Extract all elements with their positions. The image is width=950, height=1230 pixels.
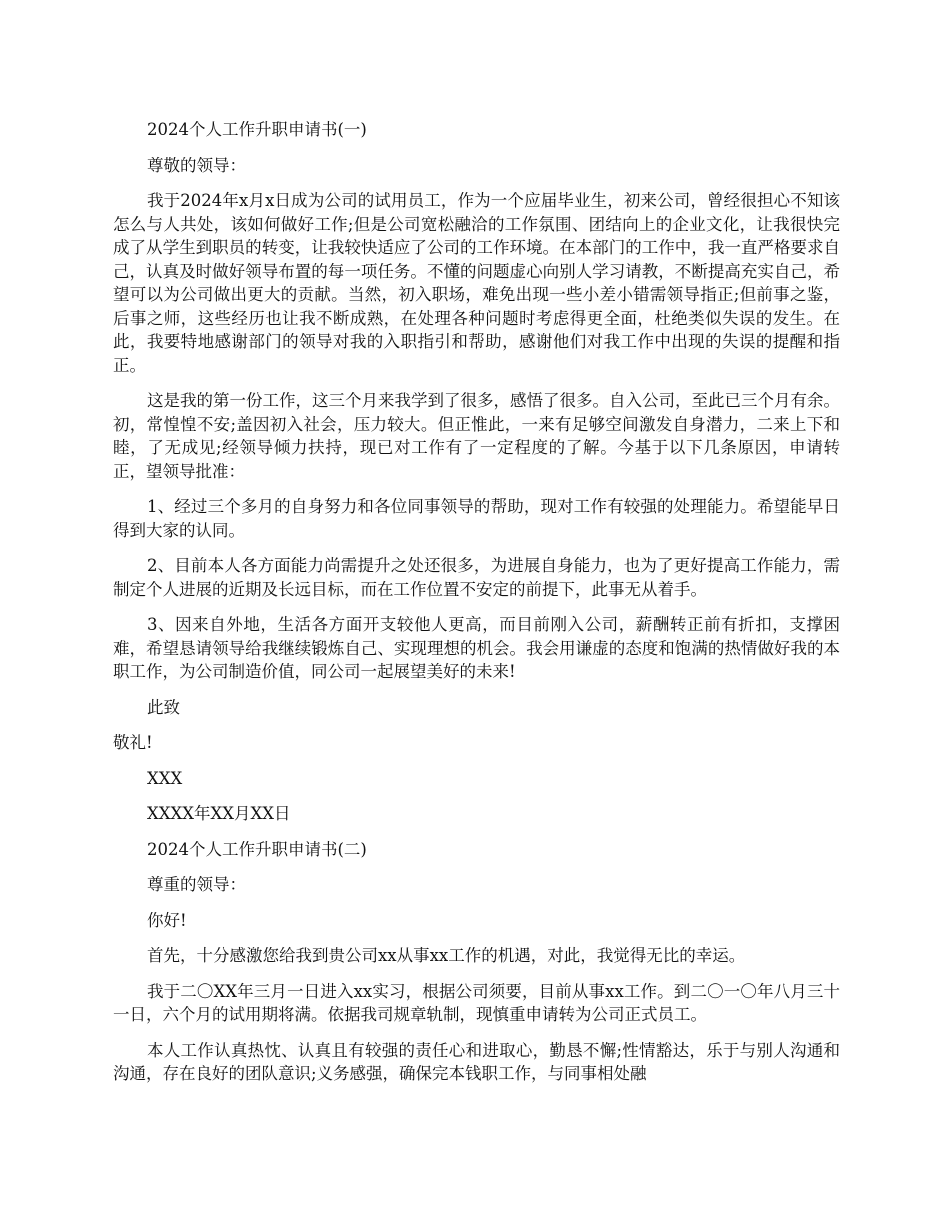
body-paragraph: 我于二〇XX年三月一日进入xx实习，根据公司须要，目前从事xx工作。到二〇一〇年八月三十一日，六个月的试用期将满。依据我司规章轨制，现慎重申请转为公司正式员工。 bbox=[113, 981, 840, 1024]
signature-name: XXX bbox=[147, 768, 183, 788]
document-title-2: 2024个人工作升职申请书(二) bbox=[147, 839, 367, 859]
salutation-1: 尊敬的领导： bbox=[147, 155, 246, 175]
reason-item-2: 2、目前本人各方面能力尚需提升之处还很多，为进展自身能力，也为了更好提高工作能力，需制定个人进展的近期及长远目标，而在工作位置不安定的前提下，此事无从着手。 bbox=[113, 556, 840, 599]
body-paragraph: 本人工作认真热忱、认真且有较强的责任心和进取心，勤恳不懈;性情豁达，乐于与别人沟通和沟通，存在良好的团队意识;义务感强，确保完本钱职工作，与同事相处融 bbox=[113, 1040, 840, 1083]
closing-line: 此致 bbox=[147, 697, 180, 717]
document-page bbox=[113, 118, 840, 1098]
document-title-1: 2024个人工作升职申请书(一) bbox=[147, 120, 367, 139]
salutation-2: 尊重的领导： bbox=[147, 875, 246, 894]
body-paragraph: 首先，十分感激您给我到贵公司xx从事xx工作的机遇，对此，我觉得无比的幸运。 bbox=[147, 946, 746, 965]
reason-item-3: 3、因来自外地，生活各方面开支较他人更高，而目前刚入公司，薪酬转正前有折扣，支撑困难，希望恳请领导给我继续锻炼自己、实现理想的机会。我会用谦虚的态度和饱满的热情做好我的本职工作，为公司制造价值，同公司一起展望美好的未来! bbox=[113, 615, 840, 681]
reason-item-1: 1、经过三个多月的自身努力和各位同事领导的帮助，现对工作有较强的处理能力。希望能早日得到大家的认同。 bbox=[113, 497, 840, 540]
body-paragraph: 这是我的第一份工作，这三个月来我学到了很多，感悟了很多。自入公司，至此已三个月有余。初，常惶惶不安;盖因初入社会，压力较大。但正惟此，一来有足够空间激发自身潜力，二来上下和睦，了无成见;经领导倾力扶持，现已对工作有了一定程度的了解。今基于以下几条原因，申请转正，望领导批准： bbox=[113, 391, 840, 481]
closing-salute: 敬礼! bbox=[113, 733, 153, 752]
greeting: 你好! bbox=[147, 910, 187, 930]
signature-date: XXXX年XX月XX日 bbox=[147, 804, 291, 823]
body-paragraph: 我于2024年x月x日成为公司的试用员工，作为一个应届毕业生，初来公司，曾经很担心不知该怎么与人共处，该如何做好工作;但是公司宽松融洽的工作氛围、团结向上的企业文化，让我很快完成了从学生到职员的转变，让我较快适应了公司的工作环境。在本部门的工作中，我一直严格要求自己，认真及时做好领导布置的每一项任务。不懂的问题虚心向别人学习请教，不断提高充实自己，希望可以为公司做出更大的贡献。当然，初入职场，难免出现一些小差小错需领导指正;但前事之鉴，后事之师，这些经历也让我不断成熟，在处理各种问题时考虑得更全面，杜绝类似失误的发生。在此，我要特地感谢部门的领导对我的入职指引和帮助，感谢他们对我工作中出现的失误的提醒和指正。 bbox=[113, 191, 840, 375]
